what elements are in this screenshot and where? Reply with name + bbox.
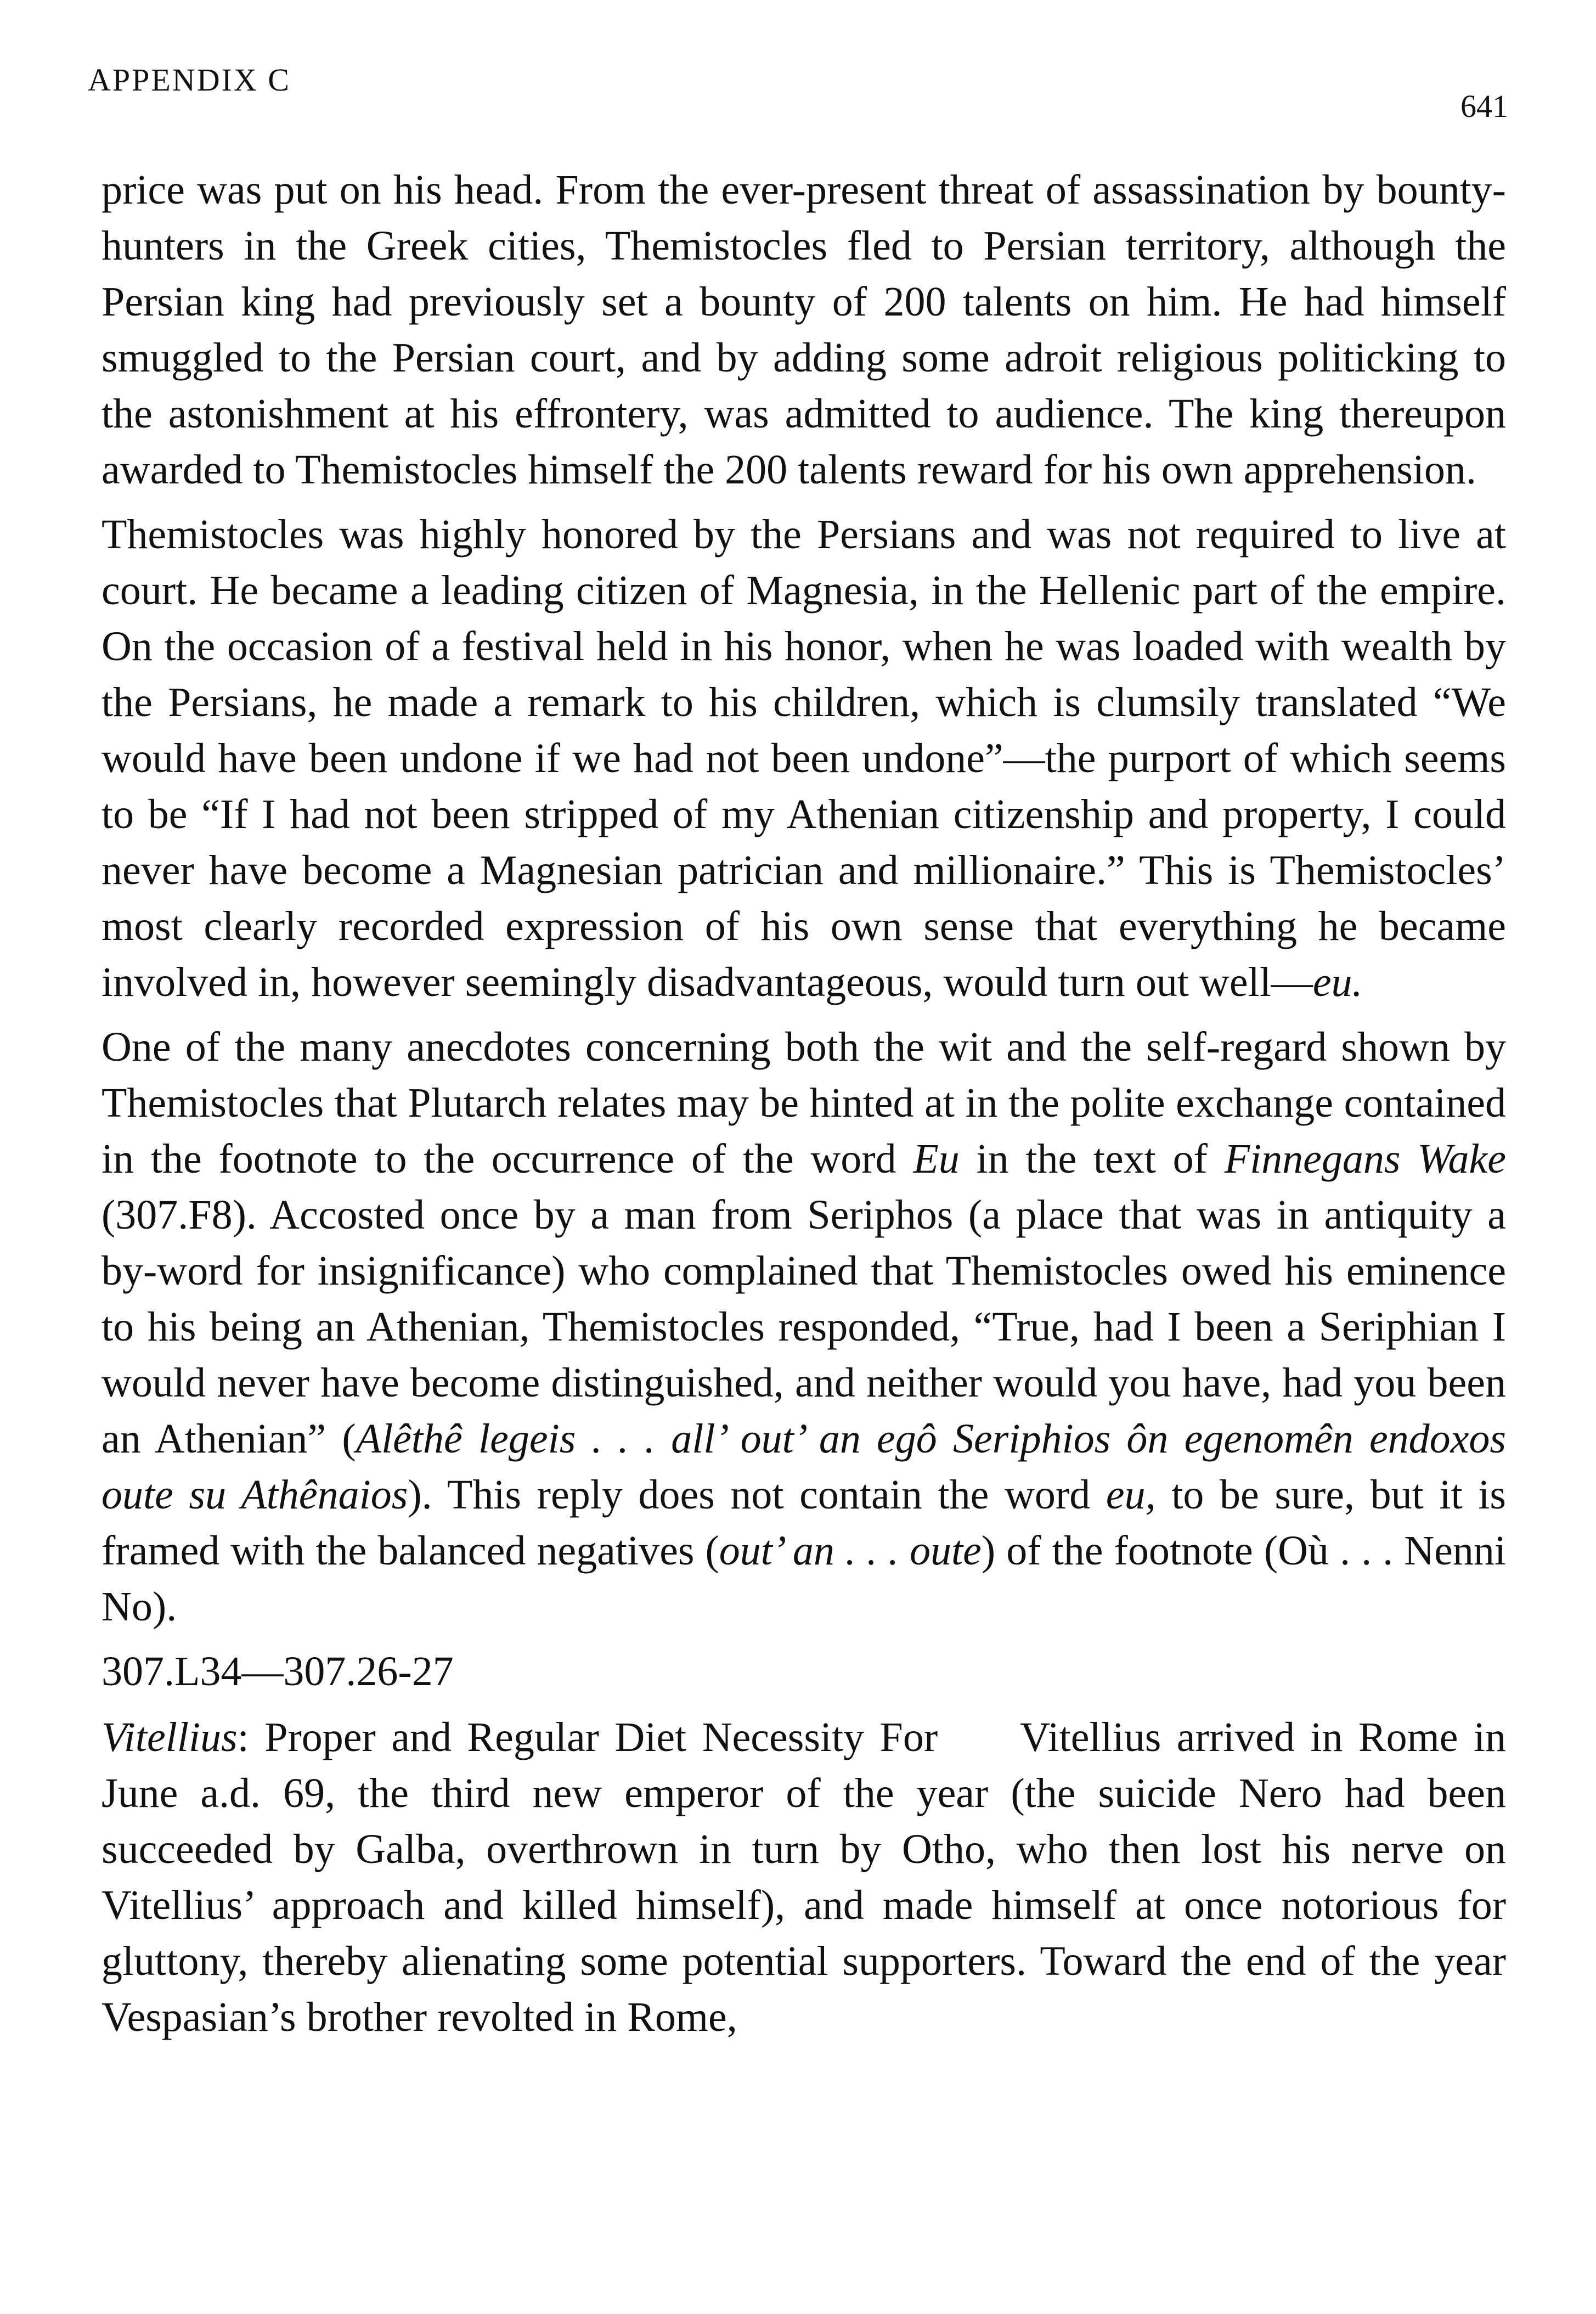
- seriphos-text-4: ). This reply does not contain the word: [408, 1472, 1106, 1518]
- paragraph-magnesia-text: Themistocles was highly honored by the Persians and was not required to live at court. He became a leading citizen of Magnesia, in the Hellenic part of the empire. On the occasion of a festival held in his honor, when he was loaded with wealth by the Persians, he made a remark to his children, which is clumsily translated “We would have been undone if we had not been undone”—the purport of which seems to be “If I had not been stripped of my Athenian citizenship and property, I could never have become a Magnesian patrician and millionaire.” This is Themistocles’ most clearly recorded expression of his own sense that everything he became involved in, however seemingly disadvantageous, would turn out well—: [101, 511, 1506, 1005]
- seriphos-text-6: ) of the footnote (Où . . . Nenni No).: [101, 1528, 1506, 1630]
- seriphos-text-3: (307.F8). Accosted once by a man from Seriphos (a place that was in antiquity a by-word for insignificance) who complained that Themistocles owed his eminence to his being an Athenian, Themistocles responded, “True, had I been a Seriphian I would never have become distinguished, and neither would you have, had you been an Athenian” (: [101, 1192, 1506, 1462]
- running-head: APPENDIX C: [88, 62, 291, 98]
- paragraph-magnesia: [101, 506, 1506, 1010]
- headword-rest: : Proper and Regular Diet Necessity For: [237, 1714, 938, 1760]
- paragraph-price-on-head: price was put on his head. From the ever-present threat of assassination by bounty-hunters in the Greek cities, Themistocles fled to Persian territory, although the Persian king had previously set a bounty of 200 talents on him. He had himself smuggled to the Persian court, and by adding some adroit religious politicking to the astonishment at his effrontery, was admitted to audience. The king thereupon awarded to Themistocles himself the 200 talents reward for his own apprehension.: [101, 167, 1506, 493]
- headword: Vitellius: [101, 1714, 238, 1760]
- seriphos-text-1: One of the many anecdotes concerning both the wit and the self-regard shown by Themistocles that Plutarch relates may be hinted at in the polite exchange contained in the footnote to the occurrence of the word: [101, 1024, 1506, 1182]
- paragraph-seriphos: [101, 1019, 1506, 1635]
- seriphos-text-2: in the text of: [959, 1136, 1225, 1182]
- seriphos-text-5: to be sure, but it is framed with the balanced negatives (: [101, 1472, 1506, 1574]
- reference-heading: 307.L34—307.26-27: [101, 1648, 454, 1694]
- paragraph-vitellius: [101, 1709, 1506, 2045]
- book-title: Finnegans Wake: [1224, 1136, 1507, 1182]
- eu-word: eu.: [1312, 959, 1363, 1005]
- balanced-negatives: out’ an . . . oute: [719, 1528, 982, 1574]
- greek-quotation: Alêthê legeis . . . all’ out’ an egô Seriphios ôn egenomên endoxos oute su Athênaios: [101, 1416, 1506, 1518]
- vitellius-text: Vitellius arrived in Rome in June a.d. 69, the third new emperor of the year (the suicide Nero had been succeeded by Galba, overthrown in turn by Otho, who then lost his nerve on Vitellius’ approach and killed himself), and made himself at once notorious for gluttony, thereby alienating some potential supporters. Toward the end of the year Vespasian’s brother revolted in Rome,: [101, 1714, 1506, 2040]
- eu-word-capital: Eu: [913, 1136, 960, 1182]
- eu-word-2: eu,: [1106, 1472, 1156, 1518]
- page-number: 641: [1460, 88, 1508, 124]
- body-text: [101, 162, 1506, 2045]
